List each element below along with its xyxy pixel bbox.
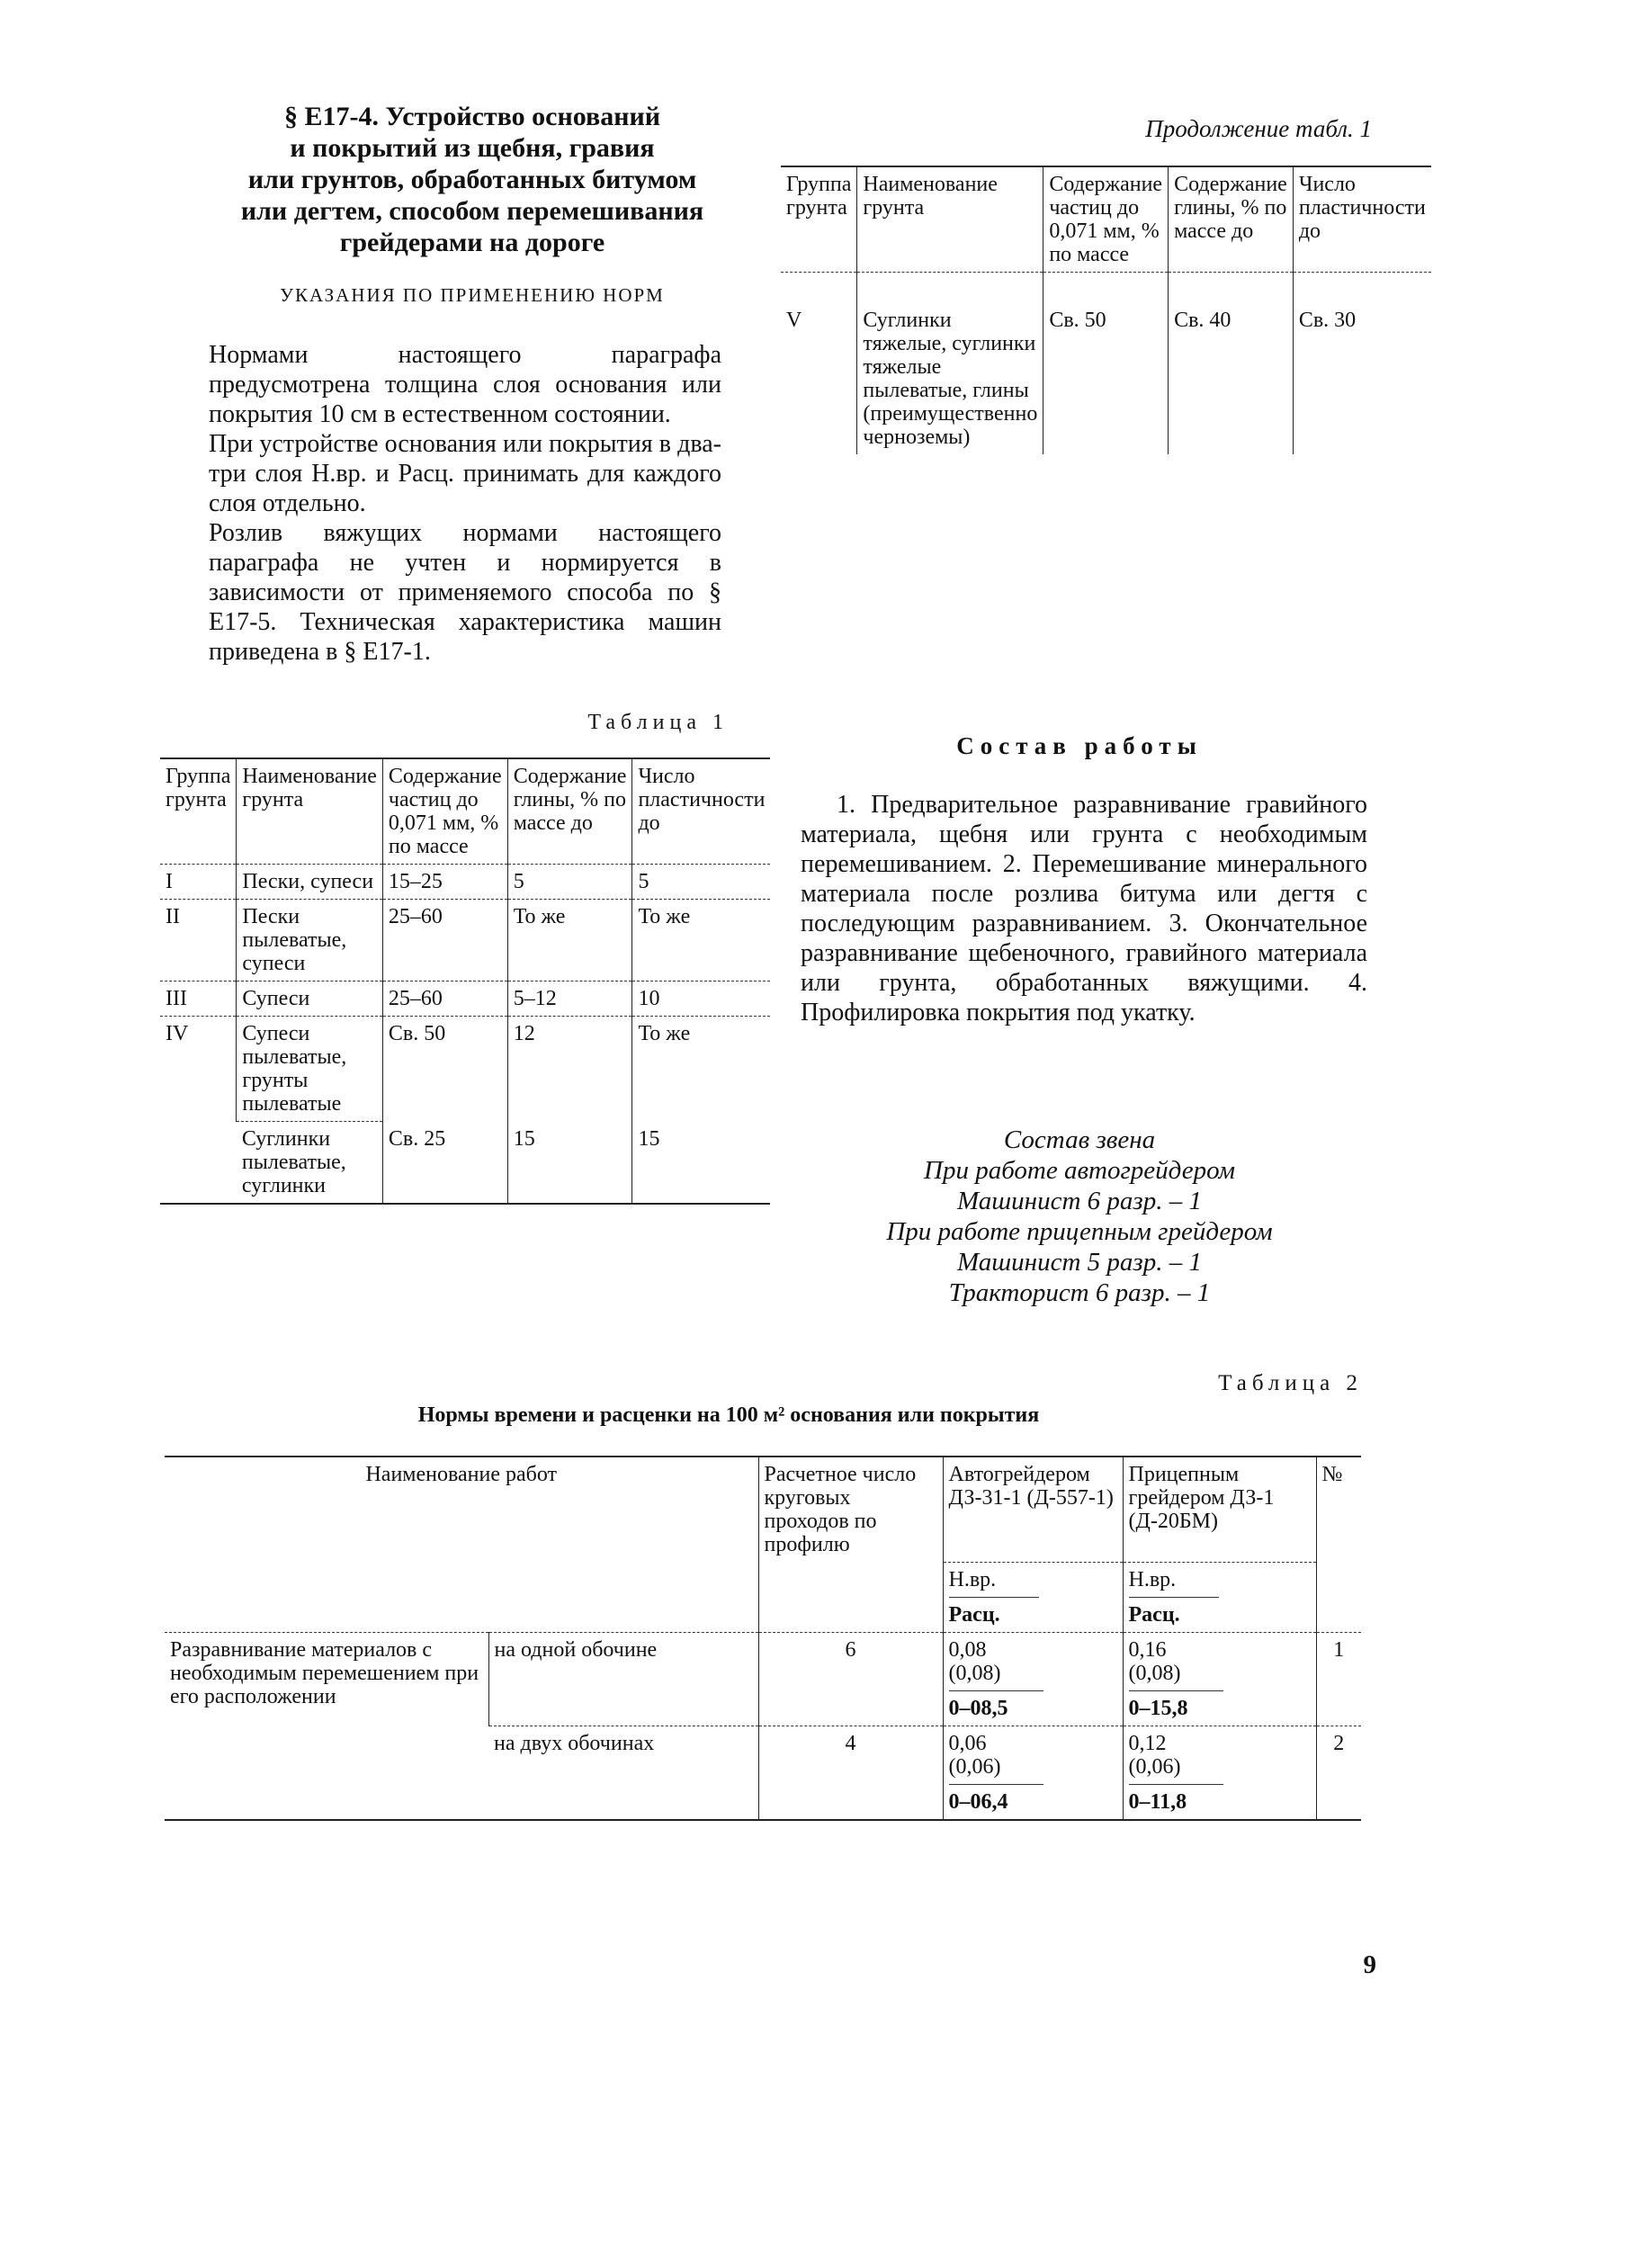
table1-header-cell: Содержание частиц до 0,071 мм, % по массе (382, 758, 507, 865)
table2-subheader-trailed (1123, 1562, 1316, 1632)
table2-variant: на двух обочинах (494, 1731, 655, 1755)
table1-cont-header-cell: Группа грунта (786, 173, 852, 220)
crew-line: При работе автогрейдером (924, 1156, 1235, 1185)
table2-header-trailed: Прицепным грейдером ДЗ-1 (Д-20БМ) (1123, 1457, 1316, 1562)
auto-nvr-value: 0,08 (0,08) (949, 1638, 1043, 1691)
table-row (160, 982, 770, 1017)
table2-trailed-cell (1123, 1632, 1316, 1726)
table1-cell: 15 (632, 1122, 770, 1205)
table-row (160, 1017, 770, 1122)
table1-cont-header-cell: Содержание частиц до 0,071 мм, % по массе (1043, 166, 1169, 273)
auto-nvr-value: 0,06 (0,06) (949, 1732, 1043, 1785)
table1-cell: Пески, супеси (237, 865, 383, 900)
table2 (165, 1456, 1361, 1821)
table2-subheader-empty (1316, 1562, 1361, 1632)
table1-continuation (781, 166, 1431, 454)
section-subtitle: УКАЗАНИЯ ПО ПРИМЕНЕНИЮ НОРМ (280, 284, 665, 306)
table1-cell: 10 (632, 982, 770, 1017)
crew-composition (792, 1125, 1367, 1308)
table1-header-cell: Наименование грунта (237, 758, 383, 865)
table1-cont-header-cell: Содержание глины, % по массе до (1169, 166, 1294, 273)
table1-cell: I (166, 870, 173, 893)
section-title-line: или грунтов, обработанных битумом (247, 165, 697, 194)
trailed-nvr-value: 0,12 (0,06) (1129, 1732, 1223, 1785)
section-title-line: и покрытий из щебня, гравия (290, 133, 655, 163)
table1-cont-cell: Св. 50 (1043, 273, 1169, 455)
table1-cell: III (166, 987, 187, 1010)
table2-trailed-cell (1123, 1726, 1316, 1820)
table1-caption: Таблица 1 (587, 711, 729, 734)
auto-rasc-value: 0–06,4 (948, 1789, 1008, 1814)
table2-header-num: № (1316, 1457, 1361, 1562)
table1-cell: 5 (507, 865, 632, 900)
table1-cont-cell: Св. 40 (1169, 273, 1294, 455)
crew-line: Машинист 6 разр. – 1 (957, 1187, 1202, 1215)
work-composition-text: 1. Предварительное разравнивание гравийного материала, щебня или грунта с необходимым перемешиванием. 2. Перемешивание минерального материала после розлива битума или дегтя с последующим разравниванием. 3. Окончательное разравнивание щебеночного, гравийного материала или грунта, обработанных вяжущими. 4. Профилировка покрытия под укатку. (801, 791, 1367, 1026)
crew-line: Машинист 5 разр. – 1 (957, 1248, 1202, 1277)
rasc-label: Расц. (1128, 1602, 1180, 1627)
table1-cell: II (166, 905, 180, 928)
auto-rasc-value: 0–08,5 (948, 1696, 1008, 1720)
table2-passes: 6 (758, 1632, 943, 1726)
nvr-label: Н.вр. (949, 1568, 1039, 1598)
table2-auto-cell (943, 1632, 1123, 1726)
section-title (193, 101, 751, 258)
table2-row-num: 1 (1316, 1632, 1361, 1726)
rasc-label: Расц. (948, 1602, 1000, 1627)
table1-header-cell: Число пластичности до (632, 758, 770, 865)
table2-subheader-empty (758, 1562, 943, 1632)
trailed-rasc-value: 0–11,8 (1128, 1789, 1187, 1814)
table1-cell: 5 (632, 865, 770, 900)
section-title-line: или дегтем, способом перемешивания (240, 196, 704, 226)
table1-cell: Св. 25 (382, 1122, 507, 1205)
intro-paragraph: Розлив вяжущих нормами настоящего параграфа не учтен и нормируется в зависимости от применяемого способа по § Е17-5. Техническая характеристика машин приведена в § Е17-1. (209, 519, 721, 666)
table2-header-passes: Расчетное число круговых проходов по профилю (758, 1457, 943, 1562)
intro-paragraph: Нормами настоящего параграфа предусмотрена толщина слоя основания или покрытия 10 см в естественном состоянии. (209, 341, 721, 428)
table1-cell: 15 (507, 1122, 632, 1205)
table2-auto-cell (943, 1726, 1123, 1820)
table1-cont-cell: Суглинки тяжелые, суглинки тяжелые пылеватые, глины (преимущественно черноземы) (857, 273, 1043, 455)
table-row (160, 1122, 770, 1205)
work-composition-title: Состав работы (956, 732, 1203, 759)
table2-header-autograder: Автогрейдером ДЗ-31-1 (Д-557-1) (943, 1457, 1123, 1562)
table1-cell: 5–12 (507, 982, 632, 1017)
table2-group-label: Разравнивание материалов с необходимым перемешением при его расположении (170, 1637, 479, 1708)
table2-subheader-auto (943, 1562, 1123, 1632)
trailed-rasc-value: 0–15,8 (1128, 1696, 1188, 1720)
table1-cont-header-cell: Наименование грунта (857, 166, 1043, 273)
table1-cell: То же (632, 1017, 770, 1122)
table1 (160, 757, 770, 1205)
table1-header-cell: Содержание глины, % по массе до (507, 758, 632, 865)
crew-line: При работе прицепным грейдером (886, 1217, 1273, 1246)
table1-cell: 15–25 (382, 865, 507, 900)
section-title-line: § Е17-4. Устройство оснований (283, 102, 661, 131)
table-row (160, 865, 770, 900)
intro-paragraph: При устройстве основания или покрытия в два-три слоя Н.вр. и Расц. принимать для каждого слоя отдельно. (209, 430, 721, 517)
table2-header-works: Наименование работ (365, 1463, 558, 1486)
crew-line: Тракторист 6 разр. – 1 (948, 1278, 1211, 1307)
table1-cont-cell: V (786, 309, 802, 332)
table1-cell: Св. 50 (382, 1017, 507, 1122)
section-title-line: грейдерами на дороге (339, 228, 605, 257)
intro-text (209, 340, 721, 667)
table2-passes: 4 (758, 1726, 943, 1820)
table2-header-row (165, 1457, 1361, 1562)
table1-header-row (160, 758, 770, 865)
table1-cell: Супеси (237, 982, 383, 1017)
trailed-nvr-value: 0,16 (0,08) (1129, 1638, 1223, 1691)
table2-subheader-row (165, 1562, 1361, 1632)
table-row (165, 1632, 1361, 1726)
table2-caption: Таблица 2 (1218, 1371, 1363, 1395)
table1-cell: То же (507, 900, 632, 982)
table1-continuation-caption: Продолжение табл. 1 (1145, 115, 1372, 142)
table1-cell: Пески пылеватые, супеси (237, 900, 383, 982)
table1-cell: Супеси пылеватые, грунты пылеватые (237, 1017, 383, 1122)
table2-subheader-empty (165, 1562, 758, 1632)
table1-cell: Суглинки пылеватые, суглинки (237, 1122, 383, 1205)
table1-cell: 12 (507, 1017, 632, 1122)
table1-cell: IV (166, 1022, 189, 1045)
table2-row-num: 2 (1316, 1726, 1361, 1820)
table1-header-cell: Группа грунта (166, 765, 231, 811)
table1-cont-cell: Св. 30 (1293, 273, 1430, 455)
table1-cell: То же (632, 900, 770, 982)
nvr-label: Н.вр. (1129, 1568, 1219, 1598)
crew-line: Состав звена (1003, 1125, 1156, 1154)
table1-cont-header-row (781, 166, 1431, 273)
table-row (160, 900, 770, 982)
table2-variant: на одной обочине (488, 1632, 758, 1726)
table1-cell: 25–60 (382, 982, 507, 1017)
table-row (781, 273, 1431, 455)
page-number: 9 (1363, 1950, 1376, 1979)
table2-title: Нормы времени и расценки на 100 м² основания или покрытия (417, 1403, 1040, 1427)
table1-cell: 25–60 (382, 900, 507, 982)
table1-cont-header-cell: Число пластичности до (1293, 166, 1430, 273)
